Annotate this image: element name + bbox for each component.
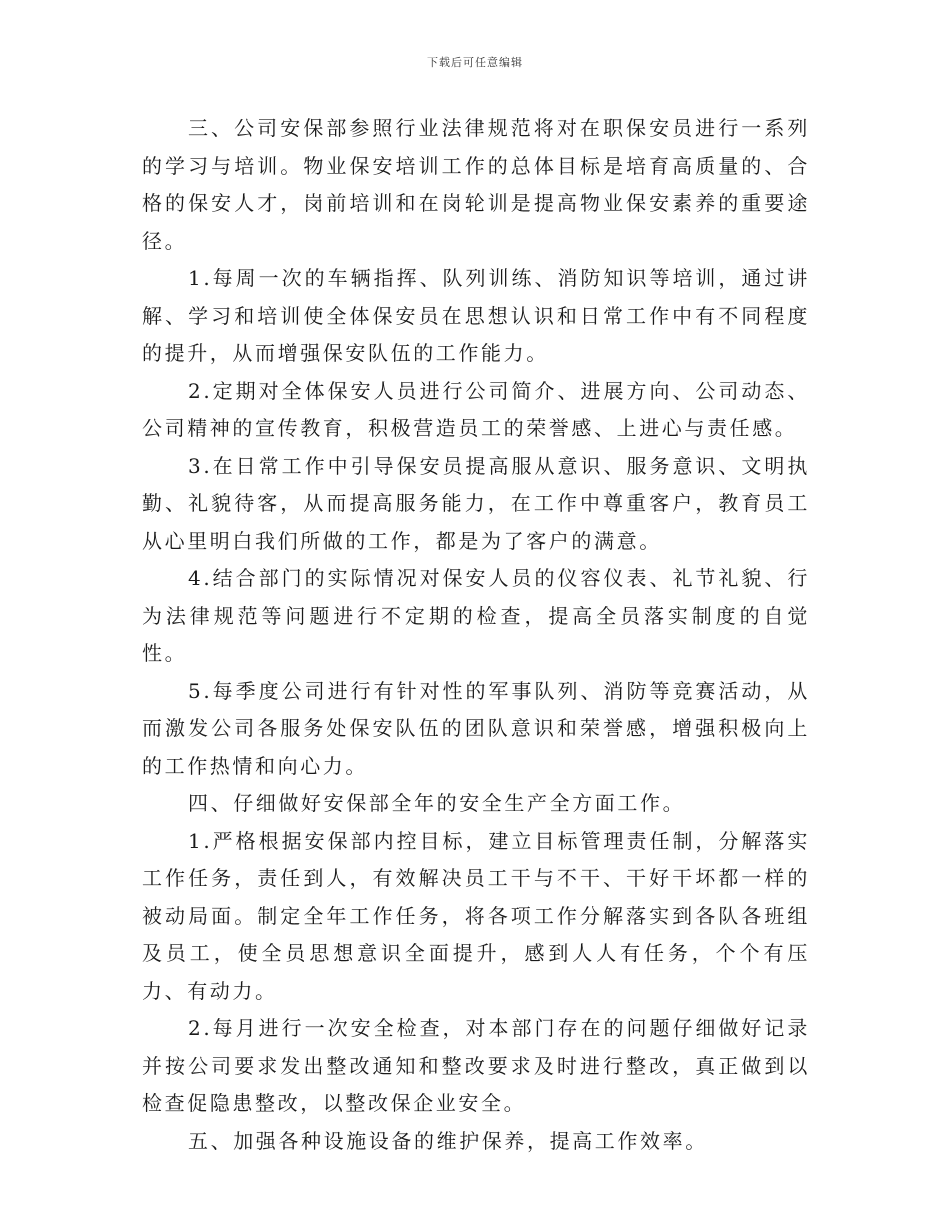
- paragraph-item-3-5: 5.每季度公司进行有针对性的军事队列、消防等竞赛活动，从而激发公司各服务处保安队伍的团队意识和荣誉感，增强积极向上的工作热情和向心力。: [142, 678, 810, 778]
- paragraph-item-3-3: 3.在日常工作中引导保安员提高服从意识、服务意识、文明执勤、礼貌待客，从而提高服务能力，在工作中尊重客户，教育员工从心里明白我们所做的工作，都是为了客户的满意。: [142, 453, 810, 553]
- paragraph-item-3-1: 1.每周一次的车辆指挥、队列训练、消防知识等培训，通过讲解、学习和培训使全体保安员在思想认识和日常工作中有不同程度的提升，从而增强保安队伍的工作能力。: [142, 266, 810, 365]
- paragraph-item-3-2: 2.定期对全体保安人员进行公司简介、进展方向、公司动态、公司精神的宣传教育，积极营造员工的荣誉感、上进心与责任感。: [142, 378, 810, 440]
- paragraph-section-4: 四、仔细做好安保部全年的安全生产全方面工作。: [188, 791, 686, 815]
- paragraph-item-4-2: 2.每月进行一次安全检查，对本部门存在的问题仔细做好记录并按公司要求发出整改通知和整改要求及时进行整改，真正做到以检查促隐患整改，以整改保企业安全。: [142, 1016, 810, 1115]
- paragraph-item-3-4: 4.结合部门的实际情况对保安人员的仪容仪表、礼节礼貌、行为法律规范等问题进行不定期的检查，提高全员落实制度的自觉性。: [142, 566, 810, 665]
- paragraph-section-5: 五、加强各种设施设备的维护保养，提高工作效率。: [188, 1128, 708, 1153]
- paragraph-section-3: 三、公司安保部参照行业法律规范将对在职保安员进行一系列的学习与培训。物业保安培训工作的总体目标是培育高质量的、合格的保安人才，岗前培训和在岗轮训是提高物业保安素养的重要途径。: [142, 116, 810, 253]
- paragraph-item-4-1: 1.严格根据安保部内控目标，建立目标管理责任制，分解落实工作任务，责任到人，有效解决员工干与不干、干好干坏都一样的被动局面。制定全年工作任务，将各项工作分解落实到各队各班组及员工，使全员思想意识全面提升，感到人人有任务，个个有压力、有动力。: [142, 828, 810, 1003]
- page-header: 下载后可任意编辑: [427, 56, 523, 69]
- document-body: [142, 110, 810, 1160]
